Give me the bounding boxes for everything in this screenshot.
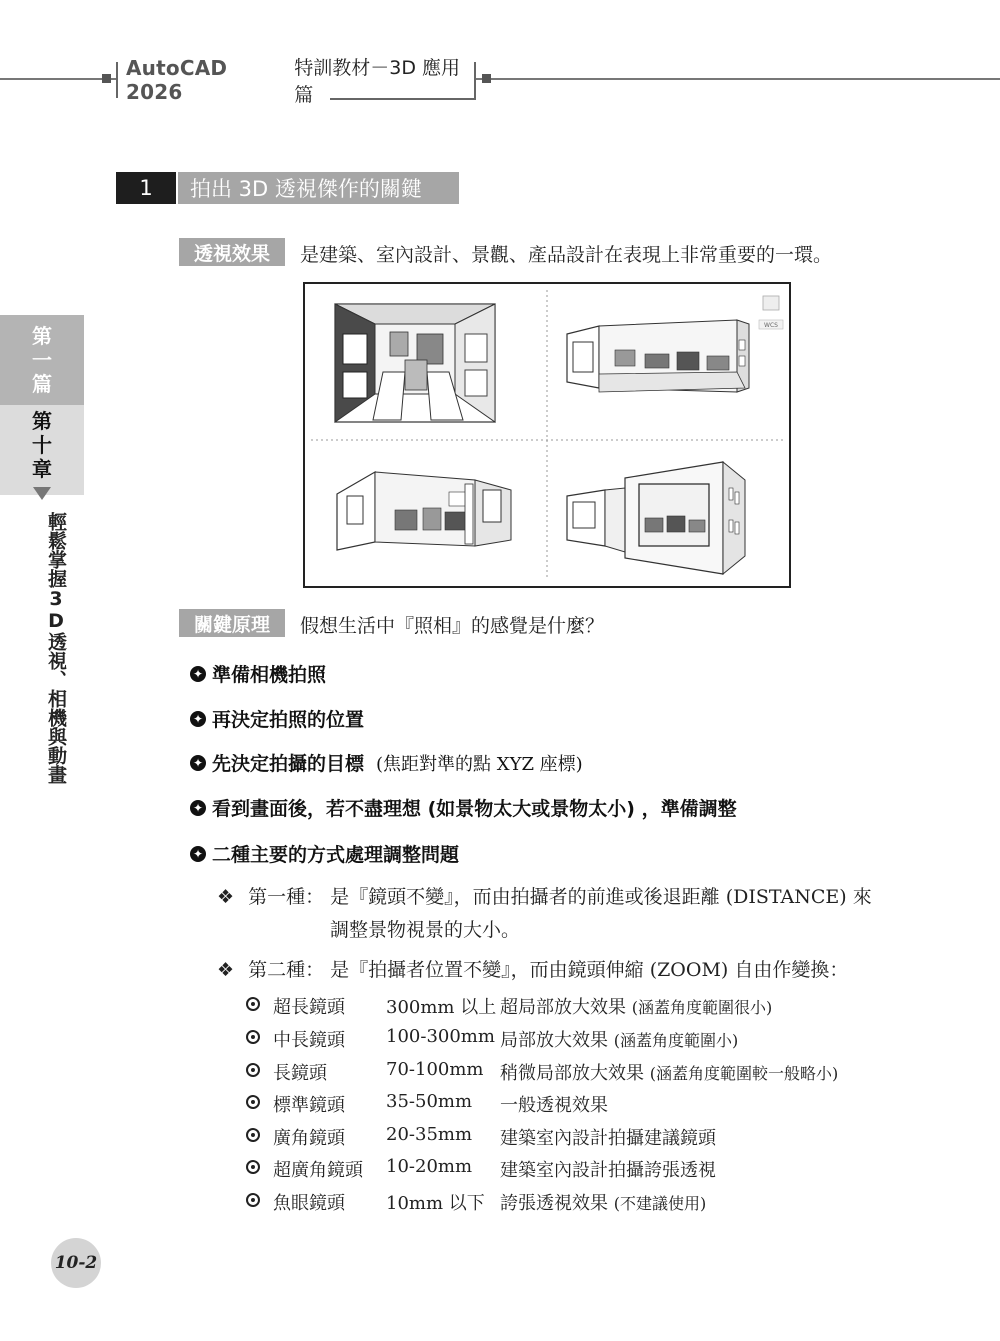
triangle-down-icon <box>33 487 51 500</box>
bullet-item <box>190 840 459 867</box>
lens-name: 廣角鏡頭 <box>273 1128 345 1149</box>
method-text: 是『拍攝者位置不變』，而由鏡頭伸縮 (ZOOM) 自由作變換： <box>330 959 849 981</box>
sidebar-chapter-tab <box>0 405 84 495</box>
lens-focal: 35-50mm <box>386 1091 473 1112</box>
circle-bullet-icon <box>246 1063 260 1077</box>
perspective-figure <box>303 282 791 588</box>
circle-bullet-icon <box>246 1193 260 1207</box>
interior-one-point-view <box>335 304 495 422</box>
lens-name: 長鏡頭 <box>273 1063 327 1084</box>
header-square-right <box>482 74 491 83</box>
lens-focal: 20-35mm <box>386 1124 473 1145</box>
header-square-left <box>102 74 111 83</box>
circle-bullet-icon <box>246 1160 260 1174</box>
star-bullet-icon: ✦ <box>190 846 206 862</box>
method-text-continued: 調整景物視景的大小。 <box>330 919 521 941</box>
bullet-text: 再決定拍照的位置 <box>212 709 365 731</box>
page-number: 10-2 <box>51 1238 101 1288</box>
circle-bullet-icon <box>246 1128 260 1142</box>
intro-text: 是建築、室內設計、景觀、產品設計在表現上非常重要的一環。 <box>300 244 833 266</box>
lens-effect: 局部放大效果 <box>500 1030 608 1051</box>
lens-effect: 建築室內設計拍攝建議鏡頭 <box>500 1128 716 1149</box>
part-char: 第 <box>32 324 52 348</box>
lens-effect: 超局部放大效果 <box>500 997 626 1018</box>
lens-note: (涵蓋角度範圍很小) <box>631 998 773 1017</box>
lens-effect: 一般透視效果 <box>500 1095 608 1116</box>
bullet-note: (焦距對準的點 XYZ 座標) <box>376 753 583 775</box>
lens-focal: 10mm 以下 <box>386 1193 485 1214</box>
diamond-bullet-icon: ❖ <box>217 959 235 981</box>
interior-section-view <box>567 296 783 392</box>
lens-effect: 誇張透視效果 <box>500 1193 608 1214</box>
header-brand: AutoCAD 2026 <box>126 56 228 104</box>
circle-bullet-icon <box>246 997 260 1011</box>
circle-bullet-icon <box>246 1095 260 1109</box>
method-item <box>217 882 872 909</box>
star-bullet-icon: ✦ <box>190 666 206 682</box>
bullet-item <box>190 660 326 687</box>
header-underline <box>330 98 476 100</box>
part-char: 一 <box>32 348 52 372</box>
method-text: 是『鏡頭不變』，而由拍攝者的前進或後退距離 (DISTANCE) 來 <box>330 886 872 908</box>
lens-focal: 300mm 以上 <box>386 997 497 1018</box>
diamond-bullet-icon: ❖ <box>217 886 235 908</box>
exterior-window-view <box>567 462 745 574</box>
chapter-char: 第 <box>32 409 52 433</box>
interior-corner-view <box>337 472 511 550</box>
lens-note: (涵蓋角度範圍較一般略小) <box>649 1064 839 1083</box>
bullet-item <box>190 749 583 776</box>
bullet-item <box>190 794 737 821</box>
method-item <box>217 955 848 982</box>
lens-name: 魚眼鏡頭 <box>273 1193 345 1214</box>
header-title: 特訓教材－3D 應用篇 <box>294 57 461 106</box>
perspective-illustration <box>305 284 789 586</box>
method-label: 第一種： <box>248 886 325 908</box>
bullet-text: 二種主要的方式處理調整問題 <box>212 844 460 866</box>
bullet-text: 準備相機拍照 <box>212 664 327 686</box>
lens-effect: 稍微局部放大效果 <box>500 1063 644 1084</box>
bullet-text: 先決定拍攝的目標 <box>212 753 365 775</box>
star-bullet-icon: ✦ <box>190 711 206 727</box>
principle-text: 假想生活中『照相』的感覺是什麼？ <box>300 615 605 637</box>
intro-tag: 透視效果 <box>179 238 285 266</box>
lens-focal: 100-300mm <box>386 1026 495 1047</box>
circle-bullet-icon <box>246 1030 260 1044</box>
chapter-char: 章 <box>32 457 52 481</box>
method-label: 第二種： <box>248 959 325 981</box>
principle-tag: 關鍵原理 <box>179 609 285 637</box>
chapter-char: 十 <box>32 433 52 457</box>
lens-effect: 建築室內設計拍攝誇張透視 <box>500 1160 716 1181</box>
star-bullet-icon: ✦ <box>190 755 206 771</box>
lens-name: 標準鏡頭 <box>273 1095 345 1116</box>
part-char: 篇 <box>32 372 52 396</box>
lens-note: (不建議使用) <box>613 1194 707 1213</box>
section-number: 1 <box>116 172 176 204</box>
section-title: 拍出 3D 透視傑作的關鍵 <box>178 172 459 204</box>
running-header <box>116 56 476 106</box>
chapter-title-vertical: 輕鬆掌握3D透視、相機與動畫 <box>45 512 67 784</box>
bullet-item <box>190 705 364 732</box>
lens-name: 中長鏡頭 <box>273 1030 345 1051</box>
viewcube-wcs-label: WCS <box>764 322 778 329</box>
star-bullet-icon: ✦ <box>190 800 206 816</box>
lens-focal: 10-20mm <box>386 1156 473 1177</box>
bullet-text: 看到畫面後，若不盡理想 (如景物太大或景物太小) ，準備調整 <box>212 798 737 820</box>
lens-note: (涵蓋角度範圍小) <box>613 1031 739 1050</box>
lens-name: 超廣角鏡頭 <box>273 1160 363 1181</box>
lens-name: 超長鏡頭 <box>273 997 345 1018</box>
lens-focal: 70-100mm <box>386 1059 484 1080</box>
sidebar-part-tab <box>0 315 84 405</box>
